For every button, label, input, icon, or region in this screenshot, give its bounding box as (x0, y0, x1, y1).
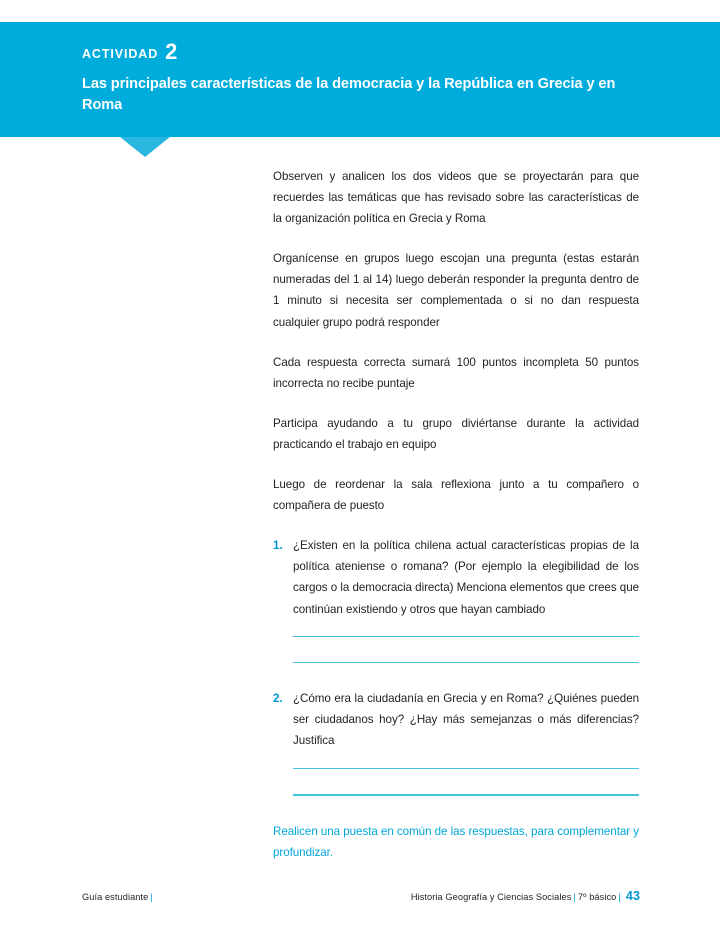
question-item (273, 535, 639, 619)
activity-content (273, 166, 639, 874)
answer-lines-question-2 (293, 768, 639, 795)
answer-line[interactable] (293, 794, 639, 795)
answer-lines-question-1 (293, 636, 639, 663)
answer-line[interactable] (293, 636, 639, 637)
question-item (273, 688, 639, 751)
activity-header-band (0, 22, 720, 137)
closing-note: Realicen una puesta en común de las respuestas, para complementar y profundizar. (273, 824, 639, 859)
question-text: ¿Existen en la política chilena actual características propias de la política ateniense o romana? (Por ejemplo la elegibilidad de los cargos o la democracia directa) Menciona elementos que crees que continúan existiendo y otros que hayan cambiado (293, 539, 639, 616)
activity-header-content (82, 38, 650, 117)
footer-subject: Historia Geografía y Ciencias Sociales (410, 892, 572, 902)
page-title: Las principales características de la democracia y la República en Grecia y en Roma (82, 76, 616, 114)
page-number: 43 (625, 889, 640, 903)
instruction-paragraph: Observen y analicen los dos videos que se proyectarán para que recuerdes las temáticas que has revisado sobre las características de la organización política en Grecia y Roma (273, 170, 639, 226)
answer-line[interactable] (293, 768, 639, 769)
page-footer (82, 889, 640, 903)
footer-separator: | (573, 892, 576, 902)
activity-label-row (82, 38, 650, 64)
footer-separator: | (150, 892, 153, 902)
question-text: ¿Cómo era la ciudadanía en Grecia y en Roma? ¿Quiénes pueden ser ciudadanos hoy? ¿Hay más semejanzas o más diferencias? Justifica (293, 691, 639, 748)
footer-left-group (82, 892, 155, 902)
question-number: 2. (273, 691, 283, 705)
footer-right-group (411, 889, 640, 903)
instruction-paragraph: Organícense en grupos luego escojan una pregunta (estas estarán numeradas del 1 al 14) luego deberán responder la pregunta dentro de 1 minuto si necesita ser complementada o si no dan respuesta cualquier grupo podrá responder (273, 252, 639, 329)
instruction-paragraph: Luego de reordenar la sala reflexiona junto a tu compañero o compañera de puesto (273, 478, 639, 513)
footer-separator: | (618, 892, 621, 902)
footer-grade: 7º básico (577, 892, 617, 902)
instruction-paragraph: Cada respuesta correcta sumará 100 puntos incompleta 50 puntos incorrecta no recibe puntaje (273, 355, 639, 390)
instruction-paragraph: Participa ayudando a tu grupo diviértanse durante la actividad practicando el trabajo en equipo (273, 416, 639, 451)
header-pointer-tab (120, 137, 170, 157)
answer-line[interactable] (293, 662, 639, 663)
activity-number: 2 (165, 39, 178, 64)
activity-label: ACTIVIDAD (82, 47, 159, 61)
footer-guide-label: Guía estudiante (82, 892, 149, 902)
question-number: 1. (273, 539, 283, 553)
